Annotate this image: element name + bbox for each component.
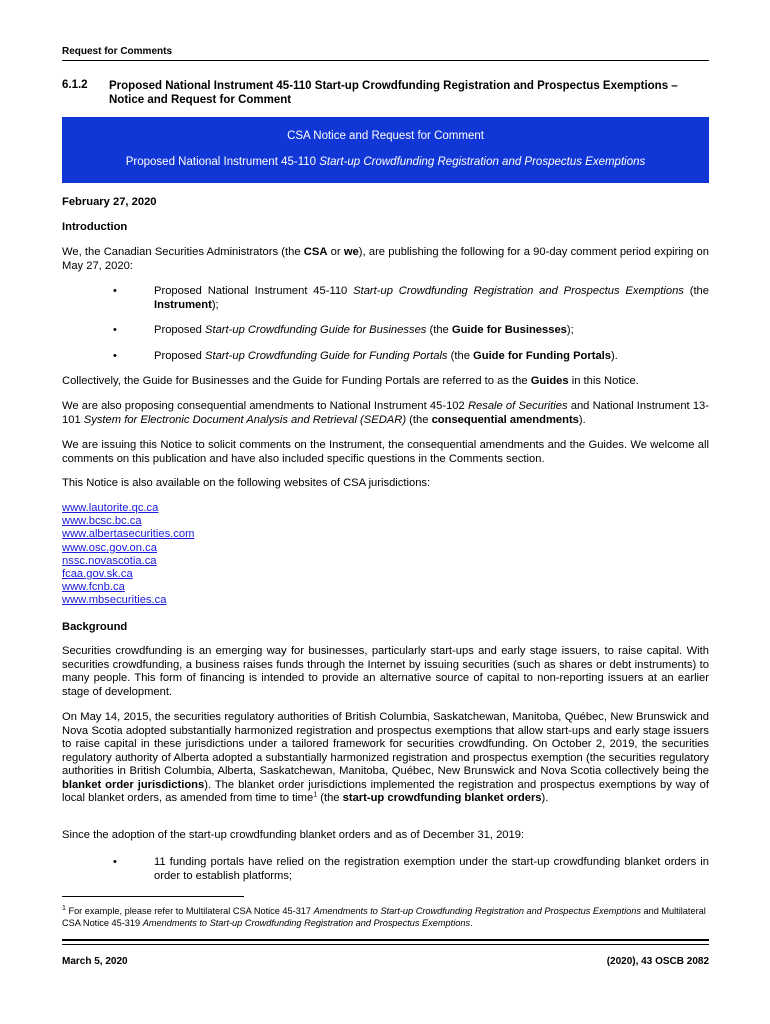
footer-rule-top [62,939,709,941]
footer-rule-bottom [62,944,709,945]
background-heading: Background [62,621,128,633]
notice-date: February 27, 2020 [62,196,157,208]
jurisdiction-links [62,502,194,608]
section-number: 6.1.2 [62,79,88,91]
bullet-icon: • [113,324,117,336]
footnote-rule [62,896,244,897]
bullet-icon: • [113,350,117,362]
link-fcaa[interactable]: fcaa.gov.sk.ca [62,568,133,581]
link-fcnb[interactable]: www.fcnb.ca [62,581,125,594]
bullet-icon: • [113,285,117,297]
link-lautorite[interactable]: www.lautorite.qc.ca [62,502,159,514]
banner-title: CSA Notice and Request for Comment [287,130,484,142]
footer-citation: (2020), 43 OSCB 2082 [606,956,709,967]
list-item: 11 funding portals have relied on the registration exemption under the start-up crowdfunding blanket orders in order to establish platforms; [154,856,709,882]
banner-subtitle: Proposed National Instrument 45-110 Start-up Crowdfunding Registration and Prospectus Exemptions [125,156,646,168]
availability-paragraph: This Notice is also available on the following websites of CSA jurisdictions: [62,477,431,489]
list-item: Proposed National Instrument 45-110 Start-up Crowdfunding Registration and Prospectus Exemptions (the Instrument); [154,285,709,311]
notice-banner [62,117,709,183]
link-mbsecurities[interactable]: www.mbsecurities.ca [62,594,167,607]
list-item: Proposed Start-up Crowdfunding Guide for Funding Portals (the Guide for Funding Portals). [154,350,618,362]
list-item: Proposed Start-up Crowdfunding Guide for Businesses (the Guide for Businesses); [154,324,574,336]
intro-paragraph: We, the Canadian Securities Administrators (the CSA or we), are publishing the following for a 90-day comment period expiring on May 27, 2020: [62,246,710,272]
running-header: Request for Comments [62,46,173,57]
background-paragraph-2: On May 14, 2015, the securities regulatory authorities of British Columbia, Saskatchewan, Manitoba, Québec, New Brunswick and Nova Scotia adopted substantially harmonized registration and prospectus exemptions that allow start-ups and early stage issuers to raise capital in these jurisdictions under a tailored framework for securities crowdfunding. On October 2, 2019, the securities regulatory authority of Alberta adopted a substantially harmonized registration and prospectus exemption (the securities regulatory authorities in British Columbia, Alberta, Saskatchewan, Manitoba, Québec, New Brunswick and Nova Scotia collectively being the blanket order jurisdictions). The blanket order jurisdictions implemented the registration and prospectus exemptions by way of local blanket orders, as amended from time to time$^1$ (the start-up crowdfunding blanket orders). [62,711,709,804]
link-bcsc[interactable]: www.bcsc.bc.ca [62,515,142,528]
issuing-paragraph: We are issuing this Notice to solicit comments on the Instrument, the consequential amendments and the Guides. We welcome all comments on this publication and have also included specific questions in the Comments section. [62,439,709,465]
link-nssc[interactable]: nssc.novascotia.ca [62,554,157,567]
introduction-heading: Introduction [62,221,128,233]
link-osc[interactable]: www.osc.gov.on.ca [62,541,157,554]
link-albertasecurities[interactable]: www.albertasecurities.com [62,528,195,541]
footer-date: March 5, 2020 [62,956,128,967]
background-paragraph-1: Securities crowdfunding is an emerging way for businesses, particularly start-ups and early stage issuers, to raise capital. With securities crowdfunding, a business raises funds through the Internet by issuing securities (such as shares or debt instruments) to many people. This form of financing is intended to provide an alternative source of capital to non-reporting issuers at an earlier stage of development. [62,645,709,698]
header-rule [62,60,709,61]
bullet-icon: • [113,856,117,868]
footnote: $^1$ For example, please refer to Multilateral CSA Notice 45-317 Amendments to Start-up Crowdfunding Registration and Prospectus Exemptions and Multilateral CSA Notice 45-319 Amendments to Start-up Crowdfunding Registration and Prospectus Exemptions. [62,904,706,928]
section-title: Proposed National Instrument 45-110 Start-up Crowdfunding Registration and Prospectus Exemptions – Notice and Request for Comment [109,80,678,106]
since-paragraph: Since the adoption of the start-up crowdfunding blanket orders and as of December 31, 2019: [62,829,525,841]
consequential-paragraph: We are also proposing consequential amendments to National Instrument 45-102 Resale of Securities and National Instrument 13-101 System for Electronic Document Analysis and Retrieval (SEDAR) (the consequential amendments). [62,400,709,426]
collectively-paragraph: Collectively, the Guide for Businesses and the Guide for Funding Portals are referred to as the Guides in this Notice. [62,375,639,387]
